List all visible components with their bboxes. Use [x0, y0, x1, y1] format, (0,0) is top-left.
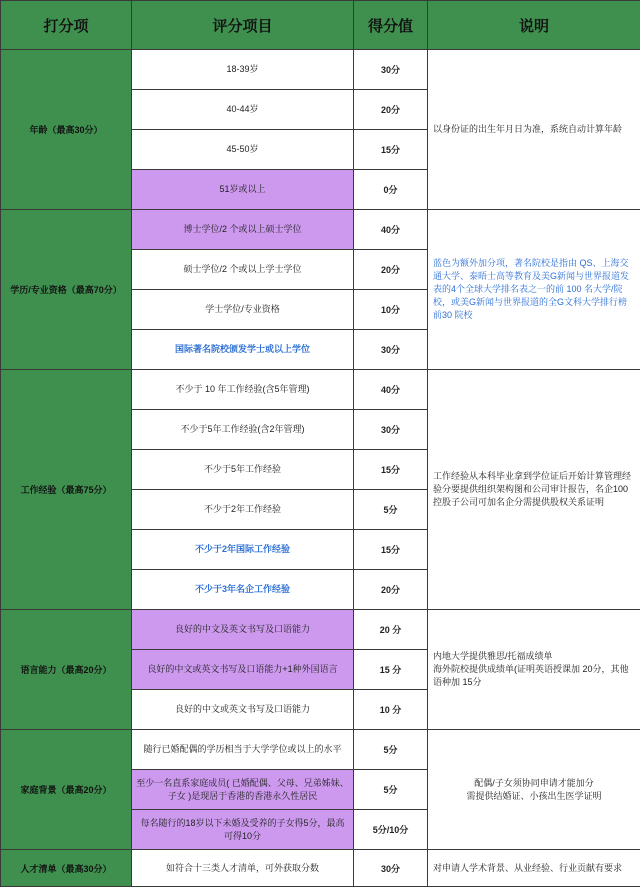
- item-cell: 至少一名直系家庭成员( 已婚配偶、父母、兄弟姊妹、子女 )是现居于香港的香港永久性居民: [132, 770, 354, 810]
- score-cell: 10分: [354, 290, 428, 330]
- header-row: [1, 1, 640, 50]
- score-cell: 5分: [354, 730, 428, 770]
- header-item: 评分项目: [132, 1, 354, 50]
- table-row: [1, 370, 640, 410]
- note-work: 工作经验从本科毕业拿到学位证后开始计算管理经验分要提供组织架构图和公司审计报告，名企100 控股子公司可加名企分需提供股权关系证明: [428, 370, 640, 610]
- header-note: 说明: [428, 1, 640, 50]
- score-cell: 30分: [354, 50, 428, 90]
- table-row: [1, 50, 640, 90]
- category-family: 家庭背景（最高20分）: [1, 730, 132, 850]
- table-row: [1, 850, 640, 887]
- note-age: 以身份证的出生年月日为准，系统自动计算年龄: [428, 50, 640, 210]
- item-cell: 18-39岁: [132, 50, 354, 90]
- score-cell: 30分: [354, 850, 428, 887]
- item-cell: 硕士学位/2 个或以上学士学位: [132, 250, 354, 290]
- item-cell: 良好的中文或英文书写及口语能力+1种外国语言: [132, 650, 354, 690]
- score-cell: 30分: [354, 330, 428, 370]
- score-cell: 20分: [354, 570, 428, 610]
- score-cell: 40分: [354, 370, 428, 410]
- score-cell: 10 分: [354, 690, 428, 730]
- header-score: 得分值: [354, 1, 428, 50]
- category-work: 工作经验（最高75分）: [1, 370, 132, 610]
- score-cell: 15分: [354, 530, 428, 570]
- score-cell: 30分: [354, 410, 428, 450]
- item-cell: 每名随行的18岁以下未婚及受养的子女得5分，最高可得10分: [132, 810, 354, 850]
- score-cell: 5分: [354, 770, 428, 810]
- note-talent: 对申请人学术背景、从业经验、行业贡献有要求: [428, 850, 640, 887]
- item-cell: 45-50岁: [132, 130, 354, 170]
- item-cell: 不少于5年工作经验(含2年管理): [132, 410, 354, 450]
- item-cell: 不少于3年名企工作经验: [132, 570, 354, 610]
- table-row: [1, 730, 640, 770]
- item-cell: 良好的中文及英文书写及口语能力: [132, 610, 354, 650]
- item-cell: 不少于5年工作经验: [132, 450, 354, 490]
- item-cell: 不少于2年国际工作经验: [132, 530, 354, 570]
- score-cell: 20分: [354, 250, 428, 290]
- header-category: 打分项: [1, 1, 132, 50]
- note-language: 内地大学提供雅思/托福成绩单 海外院校提供成绩单(证明英语授课加 20分，其他语种加 15分: [428, 610, 640, 730]
- item-cell: 40-44岁: [132, 90, 354, 130]
- score-cell: 15 分: [354, 650, 428, 690]
- item-cell: 不少于 10 年工作经验(含5年管理): [132, 370, 354, 410]
- category-education: 学历/专业资格（最高70分）: [1, 210, 132, 370]
- item-cell: 良好的中文或英文书写及口语能力: [132, 690, 354, 730]
- score-cell: 20 分: [354, 610, 428, 650]
- score-cell: 20分: [354, 90, 428, 130]
- item-cell: 不少于2年工作经验: [132, 490, 354, 530]
- note-family: 配偶/子女须协同申请才能加分 需提供结婚证、小孩出生医学证明: [428, 730, 640, 850]
- item-cell: 如符合十三类人才清单，可外获取分数: [132, 850, 354, 887]
- category-language: 语言能力（最高20分）: [1, 610, 132, 730]
- table-row: [1, 210, 640, 250]
- item-cell: 学士学位/专业资格: [132, 290, 354, 330]
- item-cell: 随行已婚配偶的学历相当于大学学位或以上的水平: [132, 730, 354, 770]
- score-cell: 40分: [354, 210, 428, 250]
- note-education: 蓝色为额外加分项，著名院校是指由 QS、上海交通大学、泰晤士高等教育及美G新闻与世界报道发表的4个全球大学排名表之一的前 100 名大学/院校，或美G新闻与世界报道的全G文科大学排行榜前30 院校: [428, 210, 640, 370]
- category-talent: 人才清单（最高30分）: [1, 850, 132, 887]
- table-row: [1, 610, 640, 650]
- score-cell: 15分: [354, 450, 428, 490]
- score-cell: 5分: [354, 490, 428, 530]
- item-cell: 国际著名院校颁发学士或以上学位: [132, 330, 354, 370]
- score-cell: 5分/10分: [354, 810, 428, 850]
- item-cell: 51岁或以上: [132, 170, 354, 210]
- item-cell: 博士学位/2 个或以上硕士学位: [132, 210, 354, 250]
- category-age: 年龄（最高30分）: [1, 50, 132, 210]
- score-cell: 0分: [354, 170, 428, 210]
- score-cell: 15分: [354, 130, 428, 170]
